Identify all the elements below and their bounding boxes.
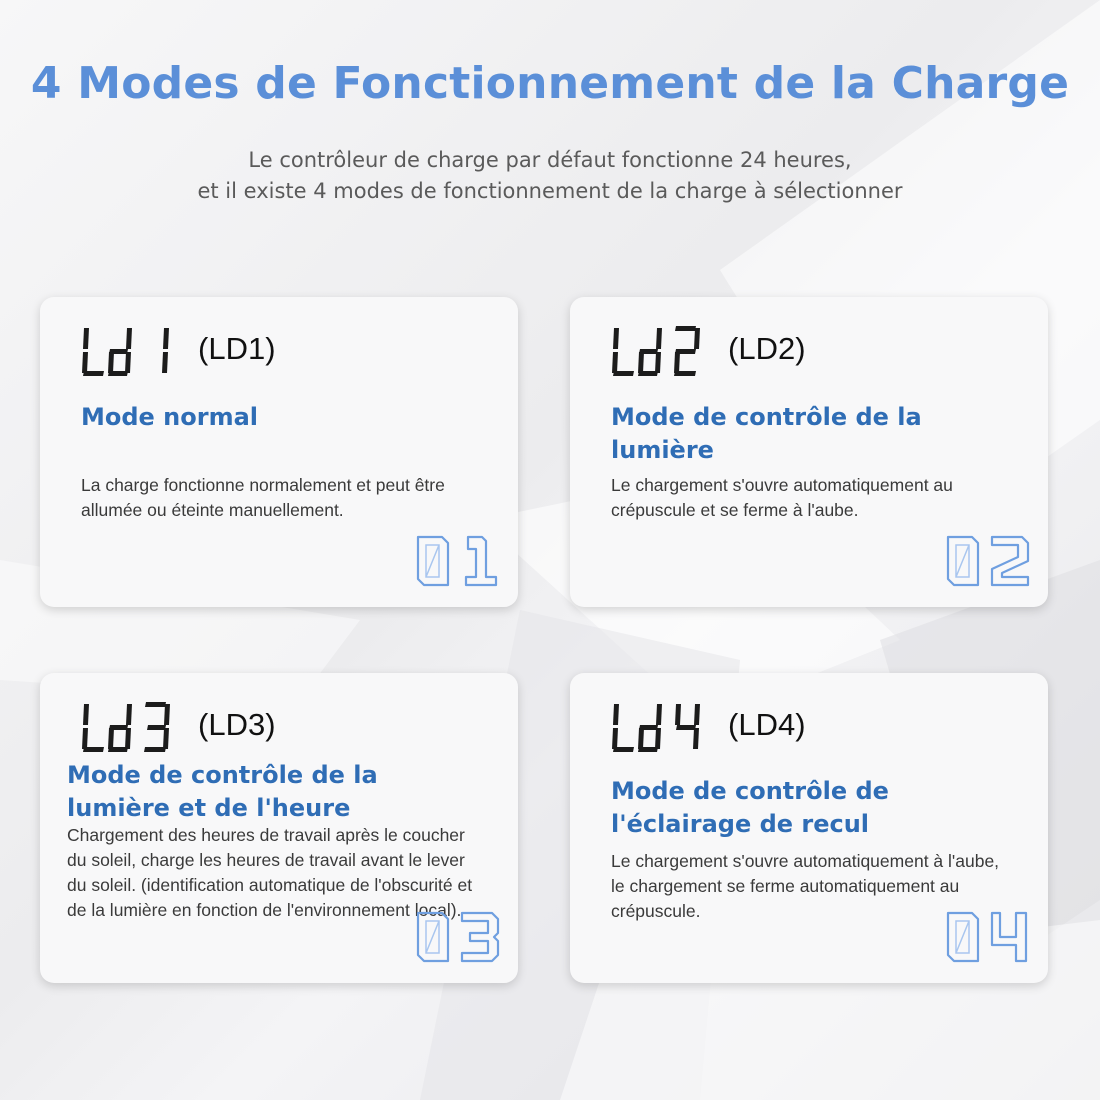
lcd-ld1-icon <box>80 325 190 379</box>
mode-description: Le chargement s'ouvre automatiquement à l'aube, le chargement se ferme automatiquement au crépuscule. <box>611 851 1000 921</box>
lcd-ld2-icon <box>610 325 720 379</box>
number-01-icon <box>412 531 502 591</box>
number-04-icon <box>942 907 1032 967</box>
mode-code: (LD1) <box>198 331 276 366</box>
mode-code: (LD4) <box>728 707 806 742</box>
page-title: 4 Modes de Fonctionnement de la Charge <box>30 58 1070 109</box>
mode-card-ld1 <box>40 297 518 607</box>
number-03-icon <box>412 907 502 967</box>
subtitle-line-1: Le contrôleur de charge par défaut fonctionne 24 heures, <box>248 148 852 172</box>
lcd-ld3-icon <box>80 701 190 755</box>
mode-description: Chargement des heures de travail après le coucher du soleil, charge les heures de travail avant le lever du soleil. (identification automatique de l'obscurité et de la lumière en fonction de l'environnement local). <box>67 825 473 920</box>
mode-card-ld2 <box>570 297 1048 607</box>
mode-title: Mode de contrôle de la lumière <box>611 403 922 464</box>
mode-code: (LD2) <box>728 331 806 366</box>
mode-description: Le chargement s'ouvre automatiquement au crépuscule et se ferme à l'aube. <box>611 475 953 520</box>
page-subtitle <box>0 145 1100 207</box>
mode-description: La charge fonctionne normalement et peut être allumée ou éteinte manuellement. <box>81 475 445 520</box>
mode-title: Mode normal <box>81 403 259 431</box>
subtitle-line-2: et il existe 4 modes de fonctionnement de la charge à sélectionner <box>197 179 903 203</box>
mode-title: Mode de contrôle de la lumière et de l'heure <box>67 761 378 822</box>
mode-card-ld3 <box>40 673 518 983</box>
mode-card-ld4 <box>570 673 1048 983</box>
number-02-icon <box>942 531 1032 591</box>
mode-title: Mode de contrôle de l'éclairage de recul <box>611 777 889 838</box>
mode-code: (LD3) <box>198 707 276 742</box>
lcd-ld4-icon <box>610 701 720 755</box>
